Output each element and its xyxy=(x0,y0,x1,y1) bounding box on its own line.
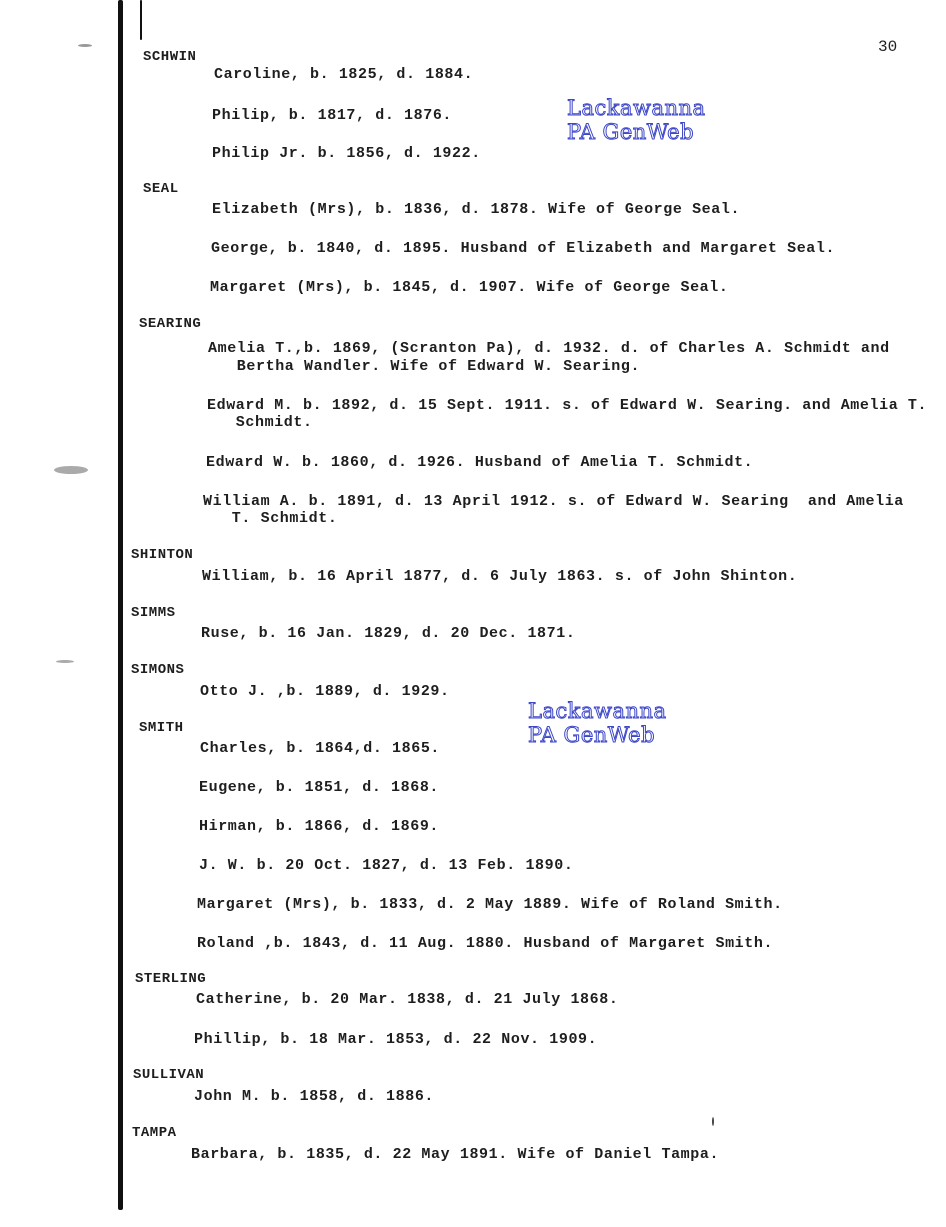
watermark-line1: Lackawanna xyxy=(567,96,706,120)
scan-speck xyxy=(56,660,74,663)
entry-line: Elizabeth (Mrs), b. 1836, d. 1878. Wife of George Seal. xyxy=(212,201,741,218)
page-number: 30 xyxy=(878,38,898,56)
watermark-line1: Lackawanna xyxy=(528,699,667,723)
entry-line: Amelia T.,b. 1869, (Scranton Pa), d. 1932. d. of Charles A. Schmidt and xyxy=(208,340,890,357)
entry-line: Edward M. b. 1892, d. 15 Sept. 1911. s. of Edward W. Searing. and Amelia T. xyxy=(207,397,928,414)
entry-line: Catherine, b. 20 Mar. 1838, d. 21 July 1868. xyxy=(196,991,619,1008)
entry-line: Margaret (Mrs), b. 1845, d. 1907. Wife of George Seal. xyxy=(210,279,729,296)
entry-line: Margaret (Mrs), b. 1833, d. 2 May 1889. Wife of Roland Smith. xyxy=(197,896,783,913)
scan-speck xyxy=(54,466,88,474)
entry-line: Roland ,b. 1843, d. 11 Aug. 1880. Husband of Margaret Smith. xyxy=(197,935,774,952)
entry-line: John M. b. 1858, d. 1886. xyxy=(194,1088,435,1105)
entry-line: Philip, b. 1817, d. 1876. xyxy=(212,107,453,124)
entry-line: J. W. b. 20 Oct. 1827, d. 13 Feb. 1890. xyxy=(199,857,574,874)
entry-line: Barbara, b. 1835, d. 22 May 1891. Wife of Daniel Tampa. xyxy=(191,1146,720,1163)
watermark-bottom xyxy=(528,699,667,747)
left-margin-rule xyxy=(118,0,123,1210)
surname-heading: SIMMS xyxy=(131,605,176,621)
entry-line: George, b. 1840, d. 1895. Husband of Elizabeth and Margaret Seal. xyxy=(211,240,836,257)
surname-heading: SHINTON xyxy=(131,547,194,563)
surname-heading: SEAL xyxy=(143,181,179,197)
scan-speck xyxy=(712,1117,714,1126)
watermark-line2: PA GenWeb xyxy=(528,723,656,747)
watermark-line2: PA GenWeb xyxy=(567,120,695,144)
entry-line: William A. b. 1891, d. 13 April 1912. s. of Edward W. Searing and Amelia xyxy=(203,493,904,510)
entry-line: Schmidt. xyxy=(207,414,313,431)
entry-line: Hirman, b. 1866, d. 1869. xyxy=(199,818,440,835)
entry-line: Edward W. b. 1860, d. 1926. Husband of Amelia T. Schmidt. xyxy=(206,454,754,471)
entry-line: Phillip, b. 18 Mar. 1853, d. 22 Nov. 1909. xyxy=(194,1031,598,1048)
surname-heading: SEARING xyxy=(139,316,202,332)
entry-line: Philip Jr. b. 1856, d. 1922. xyxy=(212,145,481,162)
entry-line: Eugene, b. 1851, d. 1868. xyxy=(199,779,440,796)
surname-heading: STERLING xyxy=(135,971,207,987)
watermark-top xyxy=(567,96,706,144)
surname-heading: SULLIVAN xyxy=(133,1067,205,1083)
surname-heading: TAMPA xyxy=(132,1125,177,1141)
scan-speck xyxy=(78,44,92,47)
entry-line: Otto J. ,b. 1889, d. 1929. xyxy=(200,683,450,700)
surname-heading: SMITH xyxy=(139,720,184,736)
surname-heading: SCHWIN xyxy=(143,49,197,65)
entry-line: Charles, b. 1864,d. 1865. xyxy=(200,740,441,757)
entry-line: Ruse, b. 16 Jan. 1829, d. 20 Dec. 1871. xyxy=(201,625,576,642)
margin-rule-top xyxy=(140,0,142,40)
entry-line: T. Schmidt. xyxy=(203,510,338,527)
entry-line: Bertha Wandler. Wife of Edward W. Searing. xyxy=(208,358,641,375)
entry-line: William, b. 16 April 1877, d. 6 July 1863. s. of John Shinton. xyxy=(202,568,798,585)
surname-heading: SIMONS xyxy=(131,662,185,678)
entry-line: Caroline, b. 1825, d. 1884. xyxy=(214,66,474,83)
